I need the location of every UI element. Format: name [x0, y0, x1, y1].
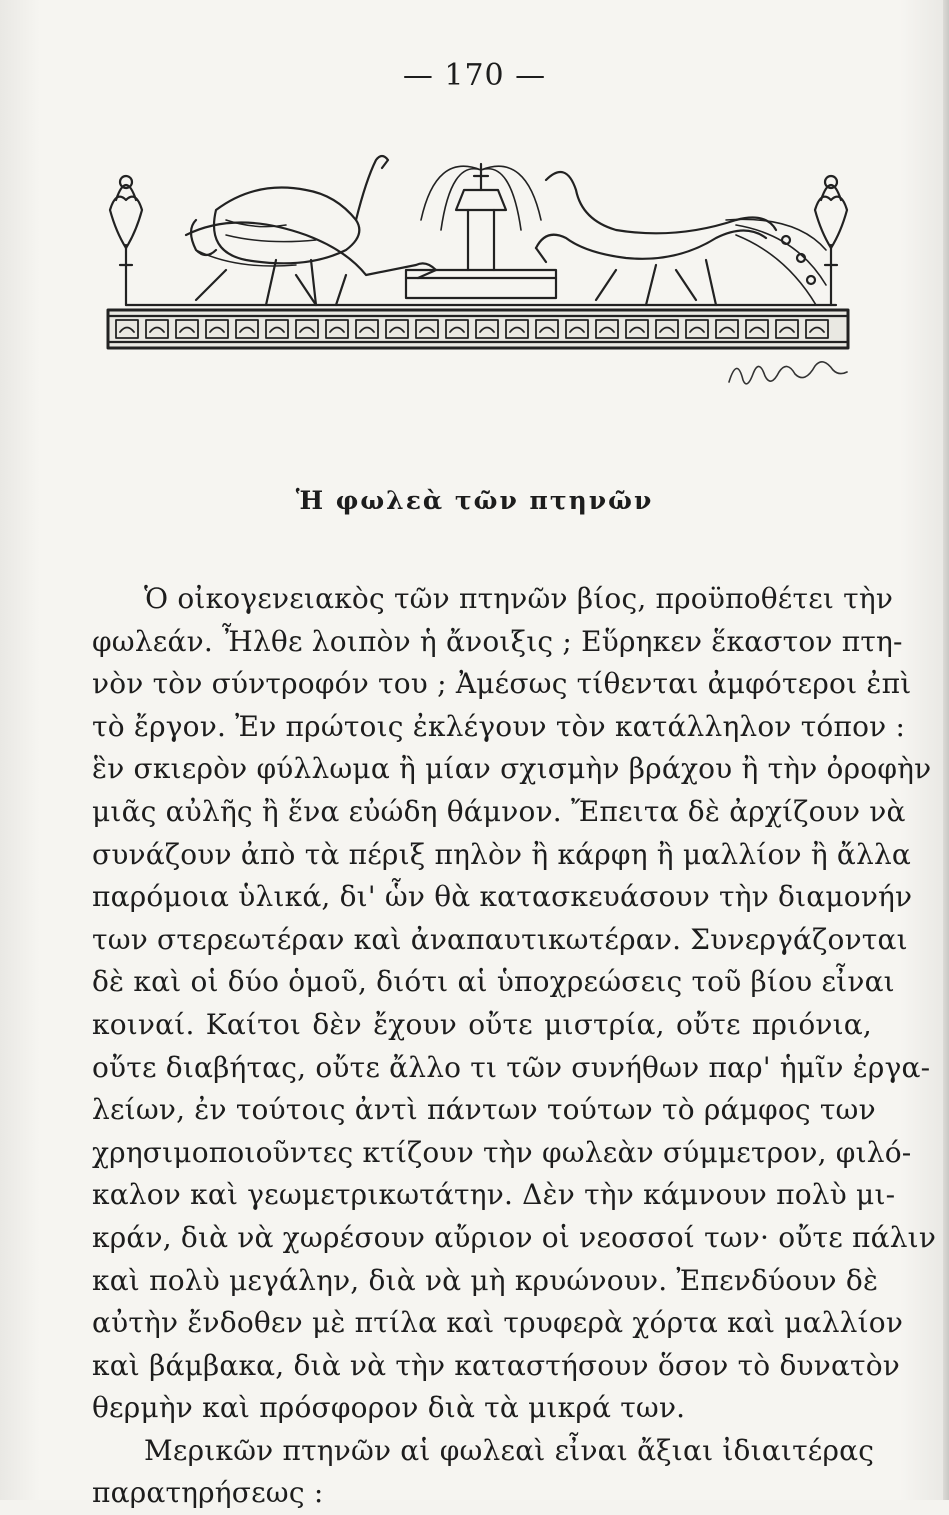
text-line: οὔτε διαβήτας, οὔτε ἄλλο τι τῶν συνήθων παρ' ἡμῖν ἐργα-: [92, 1050, 931, 1084]
text-line: παρατηρήσεως :: [92, 1476, 324, 1510]
artist-signature: [725, 352, 855, 396]
text-line: θερμὴν καὶ πρόσφορον διὰ τὰ μικρά των.: [92, 1391, 686, 1425]
body-text: [92, 578, 937, 1515]
text-line: Ὁ οἰκογενειακὸς τῶν πτηνῶν βίος, προϋποθέτει τὴν: [144, 582, 894, 615]
page-number: — 170 —: [402, 58, 547, 93]
text-line: καὶ πολὺ μεγάλην, διὰ νὰ μὴ κρυώνουν. Ἐπενδύουν δὲ: [92, 1263, 879, 1297]
text-line: νὸν τὸν σύντροφόν του ; Ἀμέσως τίθενται ἀμφότεροι ἐπὶ: [92, 667, 912, 701]
text-line: ἓν σκιερὸν φύλλωμα ἢ μίαν σχισμὴν βράχου ἢ τὴν ὀροφὴν: [92, 752, 932, 786]
text-line: κράν, διὰ νὰ χωρέσουν αὔριον οἱ νεοσσοί των· οὔτε πάλιν: [92, 1220, 937, 1254]
text-line: δὲ καὶ οἱ δύο ὁμοῦ, διότι αἱ ὑποχρεώσεις τοῦ βίου εἶναι: [92, 965, 895, 999]
text-line: χρησιμοποιοῦντες κτίζουν τὴν φωλεὰν σύμμετρον, φιλό-: [92, 1135, 912, 1169]
text-line: τὸ ἔργον. Ἐν πρώτοις ἐκλέγουν τὸν κατάλληλον τόπον :: [92, 709, 906, 743]
section-title: Ἡ φωλεὰ τῶν πτηνῶν: [295, 486, 654, 515]
text-line: μιᾶς αὐλῆς ἢ ἕνα εὐώδη θάμνον. Ἔπειτα δὲ ἀρχίζουν νὰ: [92, 794, 906, 828]
text-line: φωλεάν. Ἦλθε λοιπὸν ἡ ἄνοιξις ; Εὕρηκεν ἕκαστον πτη-: [92, 624, 903, 658]
text-line: καλον καὶ γεωμετρικωτάτην. Δὲν τὴν κάμνουν πολὺ μι-: [92, 1178, 896, 1212]
text-line: των στερεωτέραν καὶ ἀναπαυτικωτέραν. Συνεργάζονται: [92, 922, 908, 956]
text-line: καὶ βάμβακα, διὰ νὰ τὴν καταστήσουν ὅσον τὸ δυνατὸν: [92, 1348, 901, 1382]
text-line: κοιναί. Καίτοι δὲν ἔχουν οὔτε μιστρία, οὔτε πριόνια,: [92, 1007, 872, 1041]
text-line: Μερικῶν πτηνῶν αἱ φωλεαὶ εἶναι ἄξιαι ἰδιαιτέρας: [144, 1433, 875, 1467]
text-line: αὐτὴν ἔνδοθεν μὲ πτίλα καὶ τρυφερὰ χόρτα καὶ μαλλίον: [92, 1306, 904, 1340]
text-line: παρόμοια ὑλικά, δι' ὧν θὰ κατασκευάσουν τὴν διαμονήν: [92, 880, 913, 914]
text-line: συνάζουν ἀπὸ τὰ πέριξ πηλὸν ἢ κάρφη ἢ μαλλίον ἢ ἄλλα: [92, 837, 912, 871]
text-line: λείων, ἐν τούτοις ἀντὶ πάντων τούτων τὸ ράμφος των: [92, 1093, 876, 1127]
page-edge: [943, 0, 949, 1500]
